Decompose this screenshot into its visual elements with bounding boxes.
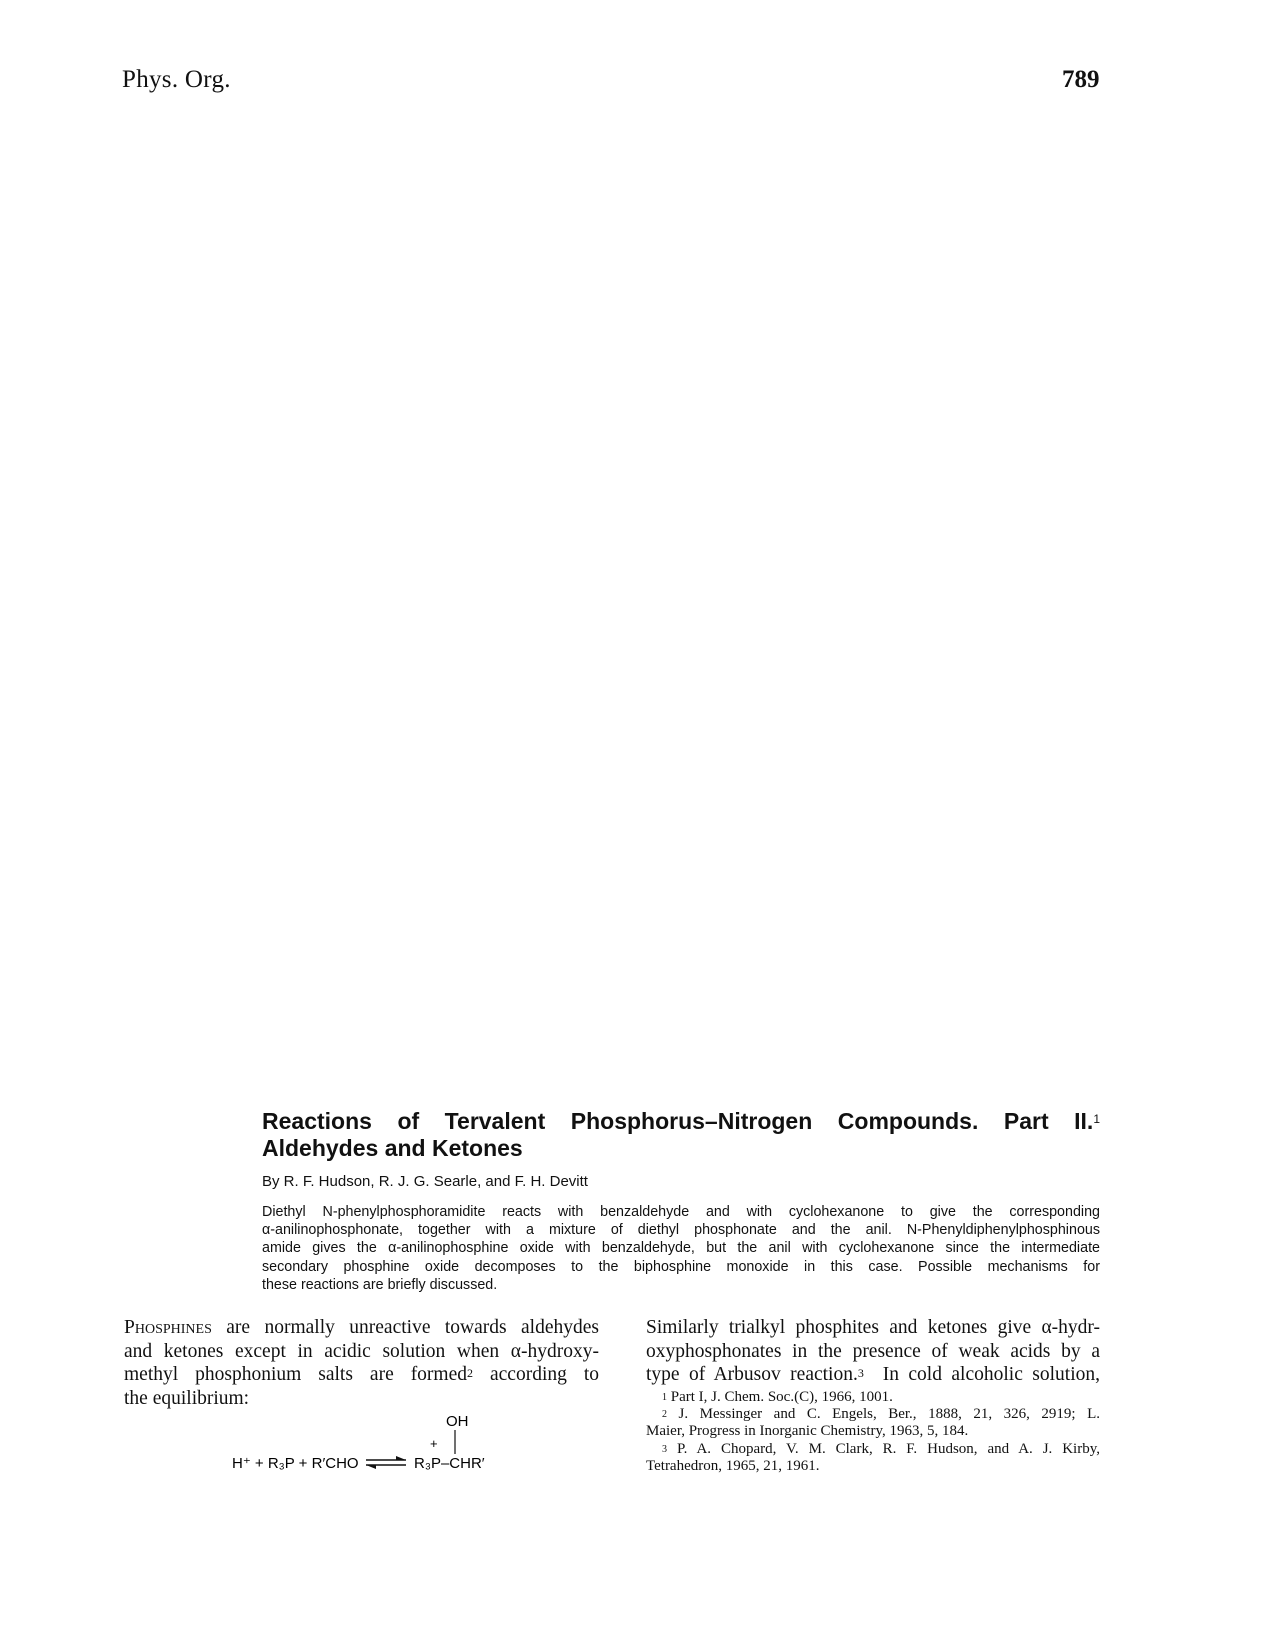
title-line-1: Reactions of Tervalent Phosphorus–Nitrogen Compounds. Part II.$^1$	[262, 1108, 1100, 1134]
footnote-2-cont: Maier, Progress in Inorganic Chemistry, 1963, 5, 184.	[646, 1423, 969, 1440]
abstract-line: these reactions are briefly discussed.	[262, 1276, 498, 1293]
authors: By R. F. Hudson, R. J. G. Searle, and F. H. Devitt	[262, 1173, 588, 1190]
body-line: Phosphines are normally unreactive towards aldehydes	[124, 1317, 599, 1338]
equilibrium-arrow-icon	[366, 1456, 406, 1469]
page-number: 789	[1062, 66, 1100, 93]
abstract	[262, 1203, 1100, 1294]
right-column-text	[646, 1316, 1100, 1387]
title-line-2: Aldehydes and Ketones	[262, 1135, 523, 1161]
left-column-text	[124, 1316, 599, 1410]
equation-rhs: R₃P–CHR′	[414, 1455, 485, 1472]
footnote-2: $^2$ J. Messinger and C. Engels, Ber., 1888, 21, 326, 2919; L.	[662, 1406, 1100, 1423]
equation-lhs: H⁺ + R₃P + R′CHO	[232, 1455, 359, 1472]
body-line: the equilibrium:	[124, 1387, 250, 1409]
body-line: and ketones except in acidic solution when α-hydroxy-	[124, 1340, 599, 1362]
footnote-3-cont: Tetrahedron, 1965, 21, 1961.	[646, 1457, 820, 1474]
equation-oh: OH	[446, 1413, 469, 1430]
body-line: methyl phosphonium salts are formed$^2$ according to	[124, 1364, 599, 1385]
equilibrium-equation	[232, 1408, 532, 1478]
footnote-1: $^1$ Part I, J. Chem. Soc.(C), 1966, 1001.	[662, 1389, 893, 1405]
journal-name: Phys. Org.	[122, 66, 231, 93]
article-title	[262, 1108, 1100, 1162]
equation-charge: +	[430, 1436, 438, 1451]
abstract-line: Diethyl N-phenylphosphoramidite reacts with benzaldehyde and with cyclohexanone to give the corresponding	[262, 1204, 1100, 1220]
abstract-line: α-anilinophosphonate, together with a mixture of diethyl phosphonate and the anil. N-Phenyldiphenylphosphinous	[262, 1222, 1100, 1239]
footnote-3: $^3$ P. A. Chopard, V. M. Clark, R. F. Hudson, and A. J. Kirby,	[662, 1440, 1100, 1457]
footnotes	[646, 1389, 1100, 1475]
body-line: type of Arbusov reaction.$^3$ In cold alcoholic solution,	[646, 1364, 1100, 1385]
abstract-line: amide gives the α-anilinophosphine oxide with benzaldehyde, but the anil with cyclohexanone since the intermediate	[262, 1240, 1100, 1257]
abstract-line: secondary phosphine oxide decomposes to the biphosphine monoxide in this case. Possible mechanisms for	[262, 1258, 1100, 1275]
body-line: oxyphosphonates in the presence of weak acids by a	[646, 1340, 1100, 1362]
body-line: Similarly trialkyl phosphites and ketones give α-hydr-	[646, 1317, 1100, 1338]
